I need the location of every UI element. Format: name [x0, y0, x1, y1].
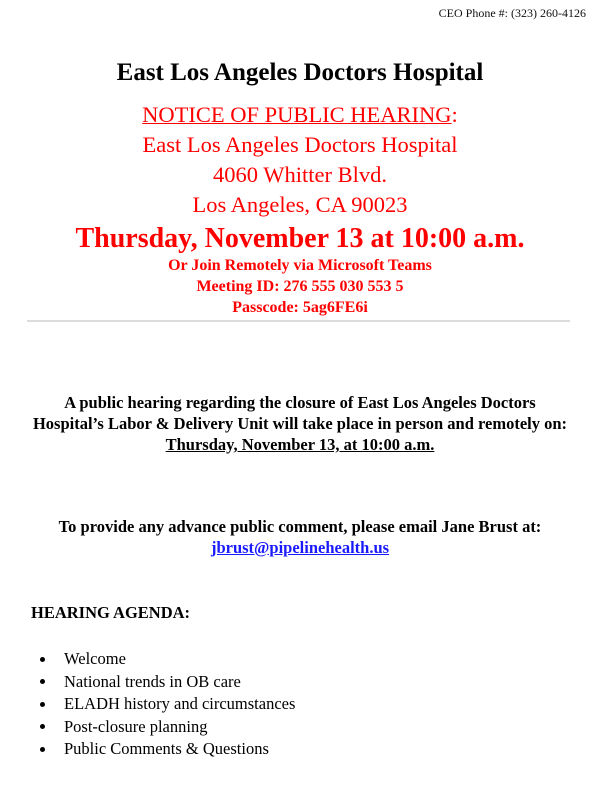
hearing-description	[0, 392, 600, 455]
hearing-description-text: A public hearing regarding the closure of East Los Angeles Doctors Hospital’s Labor & Delivery Unit will take place in person and remotely on:	[32, 393, 568, 433]
bullet-icon	[40, 747, 45, 752]
agenda-item: Public Comments & Questions	[38, 738, 295, 761]
passcode: Passcode: 5ag6FE6i	[232, 299, 368, 316]
address-line-1: 4060 Whitter Blvd.	[213, 162, 387, 187]
comment-instructions-text: To provide any advance public comment, please email Jane Brust at:	[58, 517, 542, 536]
bullet-icon	[40, 724, 45, 729]
ceo-phone: CEO Phone #: (323) 260-4126	[438, 6, 586, 20]
horizontal-divider	[27, 320, 570, 322]
location-name: East Los Angeles Doctors Hospital	[142, 132, 458, 157]
comment-instructions	[0, 516, 600, 558]
agenda-item: National trends in OB care	[38, 671, 295, 694]
page-title: East Los Angeles Doctors Hospital	[116, 59, 484, 86]
hearing-description-date: Thursday, November 13, at 10:00 a.m.	[165, 435, 435, 454]
agenda-item: ELADH history and circumstances	[38, 693, 295, 716]
agenda-item: Post-closure planning	[38, 716, 295, 739]
notice-block	[0, 100, 600, 318]
bullet-icon	[40, 679, 45, 684]
notice-heading: NOTICE OF PUBLIC HEARING	[142, 102, 452, 127]
address-line-2: Los Angeles, CA 90023	[192, 192, 408, 217]
email-link[interactable]: jbrust@pipelinehealth.us	[210, 538, 390, 557]
bullet-icon	[40, 657, 45, 662]
bullet-icon	[40, 702, 45, 707]
agenda-list	[38, 648, 295, 761]
meeting-id: Meeting ID: 276 555 030 553 5	[196, 278, 404, 295]
remote-join-line: Or Join Remotely via Microsoft Teams	[168, 257, 432, 274]
notice-heading-colon: :	[451, 102, 458, 127]
hearing-date-time: Thursday, November 13 at 10:00 a.m.	[75, 223, 525, 254]
agenda-item: Welcome	[38, 648, 295, 671]
notice-heading-line	[0, 100, 600, 130]
agenda-title: HEARING AGENDA:	[31, 603, 191, 622]
